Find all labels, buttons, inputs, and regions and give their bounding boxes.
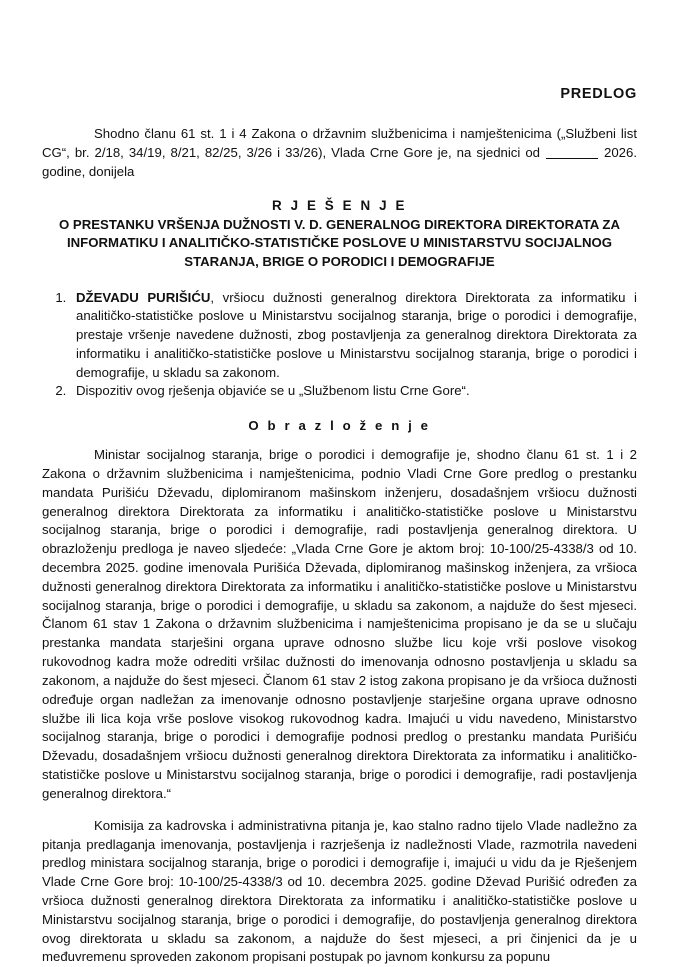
list-item-text: , vršiocu dužnosti generalnog direktora Direktorata za informatiku i analitičko-statističke poslove u Ministarstvu socijalnog staranja, brige o porodici i demografije, prestaje vršenje navedene dužnosti, zbog postavljenja za generalnog direktora Direktorata za informatiku i analitičko-statističke poslove u Ministarstvu socijalnog staranja, brige o porodici i demografije, u skladu sa zakonom. [76, 289, 637, 380]
explanation-heading: O b r a z l o ž e n j e [248, 418, 431, 434]
decision-title: R J E Š E N J E [271, 197, 407, 213]
decision-items-list [42, 289, 637, 401]
decision-subtitle: O PRESTANKU VRŠENJA DUŽNOSTI V. D. GENERALNOG DIREKTORA DIREKTORATA ZA INFORMATIKU I ANALITIČKO-STATISTIČKE POSLOVE U MINISTARSTVU SOCIJALNOG STARANJA, BRIGE O PORODICI I DEMOGRAFIJE [59, 217, 620, 269]
explanation-paragraph-1: Ministar socijalnog staranja, brige o porodici i demografije je, shodno članu 61 st. 1 i 2 Zakona o državnim službenicima i namještenicima, podnio Vladi Crne Gore predlog o prestanku mandata Purišiću Dževadu, diplomiranom mašinskom inženjeru, dosadašnjem vršiocu dužnosti generalnog direktora Direktorata za informatiku i analitičko-statističke poslove u Ministarstvu socijalnog staranja, brige o porodici i demografije, radi postavljenja generalnog direktora. U obrazloženju predloga je naveo sljedeće: „Vlada Crne Gore je aktom broj: 10-100/25-4338/3 od 10. decembra 2025. godine imenovala Purišića Dževada, diplomiranog mašinskog inženjera, za vršioca dužnosti generalnog direktora Direktorata za informatiku i analitičko-statističke poslove u Ministarstvu socijalnog staranja, brige o porodici i demografije, u skladu sa zakonom, a najduže do šest mjeseci. Članom 61 stav 1 Zakona o državnim službenicima i namještenicima propisano je da se u slučaju prestanka mandata starješini organa uprave odnosno službe licu koje vrši poslove visokog rukovodnog kadra može odrediti vršilac dužnosti do imenovanja odnosno postavljenja u skladu sa zakonom, a najduže do šest mjeseci. Članom 61 stav 2 istog zakona propisano je da vršioca dužnosti određuje organ nadležan za imenovanje odnosno postavljenje starješine organa uprave odnosno službe ili lica koja vrše poslove visokog rukovodnog kadra. Imajući u vidu navedeno, Ministarstvo socijalnog staranja, brige o porodici i demografije podnosi predlog o prestanku mandata Purišiću Dževadu, dosadašnjem vršiocu dužnosti generalnog direktora Direktorata za informatiku i analitičko-statističke poslove u Ministarstvu socijalnog staranja, brige o porodici i demografije, radi postavljenja generalnog direktora.“ [42, 447, 637, 801]
intro-paragraph [42, 125, 637, 181]
date-blank-field[interactable] [546, 158, 598, 159]
list-item [70, 289, 637, 383]
document-label: PREDLOG [560, 86, 637, 102]
list-item-name: DŽEVADU PURIŠIĆU [76, 289, 211, 305]
list-item-text: Dispozitiv ovog rješenja objaviće se u „Službenom listu Crne Gore“. [76, 383, 470, 399]
list-item [70, 382, 637, 401]
intro-text-before-blank: Shodno članu 61 st. 1 i 4 Zakona o državnim službenicima i namještenicima („Službeni list CG“, br. 2/18, 34/19, 8/21, 82/25, 3/26 i 33/26), Vlada Crne Gore je, na sjednici od [42, 126, 637, 161]
title-block [42, 197, 637, 271]
explanation-paragraph-2: Komisija za kadrovska i administrativna pitanja je, kao stalno radno tijelo Vlade nadležno za pitanja predlaganja imenovanja, postavljenja i razrješenja iz nadležnosti Vlade, razmotrila navedeni predlog ministara socijalnog staranja, brige o porodici i demografije i, imajući u vidu da je Rješenjem Vlade Crne Gore broj: 10-100/25-4338/3 od 10. decembra 2025. godine Dževad Purišić određen za vršioca dužnosti generalnog direktora Direktorata za informatiku i analitičko-statističke poslove u Ministarstvu socijalnog staranja, brige o porodici i demografije, do postavljenja generalnog direktora ovog direktorata u skladu sa zakonom, a najduže do šest mjeseci, a pri činjenici da je u međuvremenu sproveden zakonom propisani postupak po javnom konkursu za popunu [42, 817, 637, 965]
intro-text-after-blank: 2026. godine, donijela [42, 145, 637, 179]
